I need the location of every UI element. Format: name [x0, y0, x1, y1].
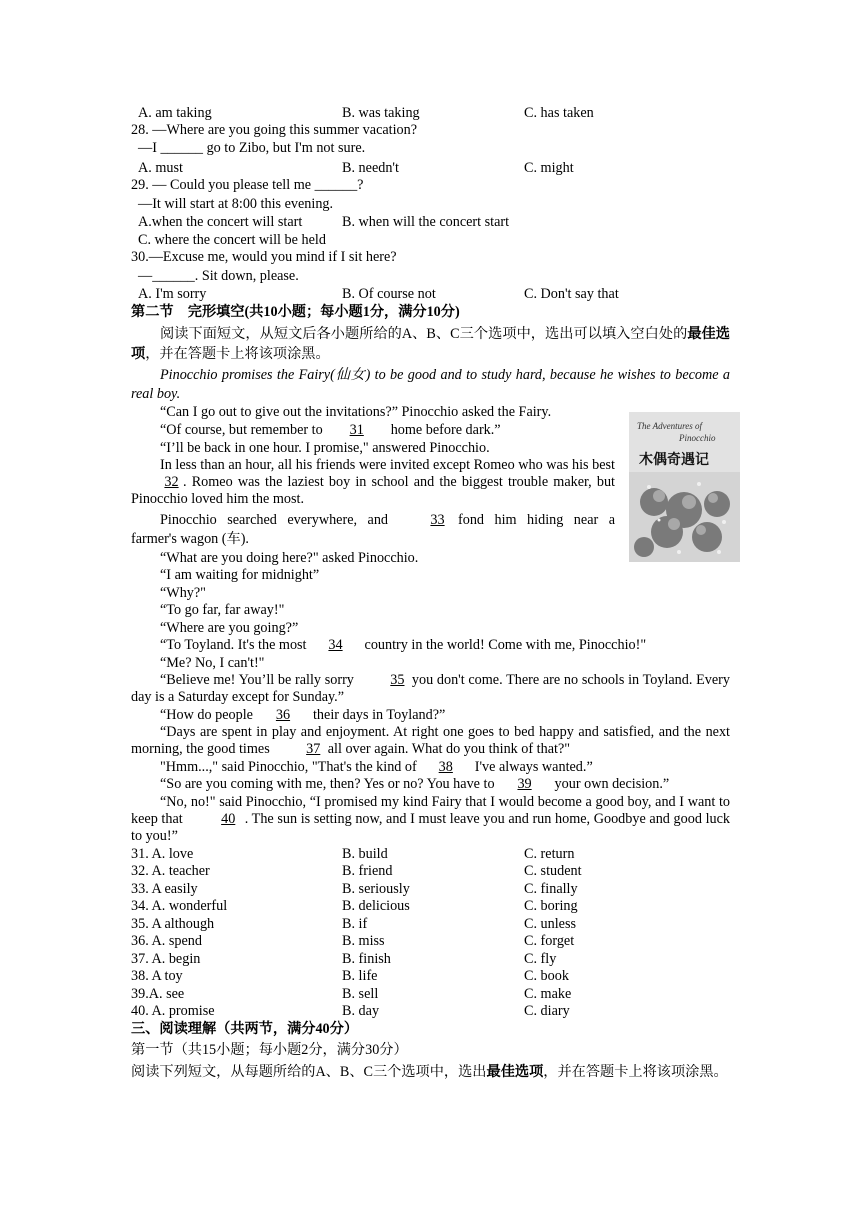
q29-reply: —It will start at 8:00 this evening.	[138, 196, 334, 212]
option-row: C. return	[524, 846, 575, 862]
q30-stem: 30.—Excuse me, would you mind if I sit here?	[131, 249, 397, 265]
option-row: C. boring	[524, 898, 578, 914]
option-row: 34. A. wonderful	[131, 898, 228, 914]
blank-32: 32	[164, 474, 179, 490]
q29-option-a: A.when the concert will start	[138, 214, 303, 230]
blank-37: 37	[306, 741, 321, 757]
passage-intro: Pinocchio promises the Fairy(仙女) to be good and to study hard, because he wishes to become a real boy.	[131, 367, 730, 402]
option-row: 40. A. promise	[131, 1003, 215, 1019]
option-row: 32. A. teacher	[131, 863, 210, 879]
blank-39: 39	[517, 776, 532, 792]
svg-text:The Adventures of: The Adventures of	[637, 421, 702, 431]
option-row: B. sell	[342, 986, 379, 1002]
passage-line: “How do people 36 their days in Toyland?”	[160, 707, 446, 723]
q30-reply: —______. Sit down, please.	[138, 268, 299, 284]
passage-paragraph: “No, no!" said Pinocchio, “I promised my kind Fairy that I would become a good boy, and I want to keep that 40 . The sun is setting now, and I must leave you and run home, Goodbye and good luck to you!”	[131, 794, 730, 844]
option-row: B. if	[342, 916, 368, 932]
q28-option-a: A. must	[138, 160, 183, 176]
option-row: C. fly	[524, 951, 557, 967]
blank-36: 36	[275, 707, 291, 723]
q30-option-a: A. I'm sorry	[138, 286, 207, 302]
section2-heading: 第二节 完形填空(共10小题；每小题1分，满分10分)	[131, 304, 460, 320]
option-row: C. forget	[524, 933, 575, 949]
option-row: 35. A although	[131, 916, 215, 932]
svg-text:木偶奇遇记: 木偶奇遇记	[639, 452, 709, 468]
passage-line: “Why?"	[160, 585, 206, 601]
q29-stem: 29. — Could you please tell me ______?	[131, 177, 364, 193]
option-row: C. make	[524, 986, 572, 1002]
passage-line: “I’ll be back in one hour. I promise," answered Pinocchio.	[160, 440, 490, 456]
passage-paragraph: In less than an hour, all his friends were invited except Romeo who was his best32 . Romeo was the laziest boy in school and the biggest trouble maker, but Pinocchio loved him the most.	[131, 457, 615, 507]
passage-line: “Me? No, I can't!"	[160, 655, 265, 671]
part3-heading: 三、阅读理解（共两节，满分40分）	[131, 1021, 359, 1037]
passage-paragraph: Pinocchio searched everywhere, and 33 fond him hiding near a farmer's wagon (车).	[131, 512, 615, 547]
option-row: 31. A. love	[131, 846, 194, 862]
passage-paragraph: “Days are spent in play and enjoyment. At right one goes to bed happy and satisfied, and the next morning, the good times 37 all over again. What do you think of that?"	[131, 724, 730, 757]
q27-option-b: B. was taking	[342, 105, 420, 121]
q28-option-c: C. might	[524, 160, 574, 176]
blank-34: 34	[328, 637, 343, 653]
option-row: C. book	[524, 968, 569, 984]
blank-31: 31	[349, 422, 364, 438]
q30-option-c: C. Don't say that	[524, 286, 619, 302]
option-row: 38. A toy	[131, 968, 183, 984]
q28-reply: —I ______ go to Zibo, but I'm not sure.	[138, 140, 366, 156]
section2-instructions: 阅读下面短文，从短文后各小题所给的A、B、C三个选项中，选出可以填入空白处的最佳选项，并在答题卡上将该项涂黑。	[131, 326, 730, 362]
option-row: B. build	[342, 846, 388, 862]
blank-35: 35	[390, 672, 405, 688]
q29-option-c: C. where the concert will be held	[138, 232, 326, 248]
option-row: B. life	[342, 968, 378, 984]
option-row: C. unless	[524, 916, 577, 932]
passage-line: “Of course, but remember to 31 home before dark.”	[160, 422, 501, 438]
option-row: 33. A easily	[131, 881, 198, 897]
option-row: B. friend	[342, 863, 393, 879]
option-row: B. delicious	[342, 898, 410, 914]
passage-line: “To go far, far away!"	[160, 602, 285, 618]
q28-option-b: B. needn't	[342, 160, 399, 176]
passage-line: "Hmm...," said Pinocchio, "That's the kind of 38 I've always wanted.”	[160, 759, 593, 775]
option-row: 39.A. see	[131, 986, 185, 1002]
option-row: B. miss	[342, 933, 385, 949]
blank-33: 33	[430, 512, 445, 528]
q27-option-c: C. has taken	[524, 105, 594, 121]
option-row: B. finish	[342, 951, 391, 967]
option-row: 37. A. begin	[131, 951, 201, 967]
svg-text:Pinocchio: Pinocchio	[679, 433, 716, 443]
passage-line: “So are you coming with me, then? Yes or no? You have to 39 your own decision.”	[160, 776, 670, 792]
part3-instructions: 阅读下列短文，从每题所给的A、B、C三个选项中，选出最佳选项，并在答题卡上将该项涂黑。	[131, 1064, 728, 1080]
option-row: C. student	[524, 863, 582, 879]
option-row: 36. A. spend	[131, 933, 202, 949]
q29-option-b: B. when will the concert start	[342, 214, 510, 230]
passage-line: “I am waiting for midnight”	[160, 567, 320, 583]
option-row: B. seriously	[342, 881, 410, 897]
blank-40: 40	[221, 811, 236, 827]
passage-line: “Where are you going?”	[160, 620, 299, 636]
blank-38: 38	[438, 759, 453, 775]
q28-stem: 28. —Where are you going this summer vacation?	[131, 122, 418, 138]
q27-option-a: A. am taking	[138, 105, 212, 121]
passage-line: “To Toyland. It's the most 34 country in the world! Come with me, Pinocchio!"	[160, 637, 647, 653]
q30-option-b: B. Of course not	[342, 286, 436, 302]
part3-subheading: 第一节（共15小题；每小题2分，满分30分）	[131, 1042, 408, 1058]
option-row: C. diary	[524, 1003, 570, 1019]
pinocchio-book-cover-image	[629, 412, 740, 562]
option-row: C. finally	[524, 881, 578, 897]
passage-paragraph: “Believe me! You’ll be rally sorry 35 you don't come. There are no schools in Toyland. Every day is a Saturday except for Sunday.”	[131, 672, 731, 705]
passage-line: “Can I go out to give out the invitations?” Pinocchio asked the Fairy.	[160, 404, 552, 420]
option-row: B. day	[342, 1003, 380, 1019]
passage-line: “What are you doing here?" asked Pinocchio.	[160, 550, 419, 566]
